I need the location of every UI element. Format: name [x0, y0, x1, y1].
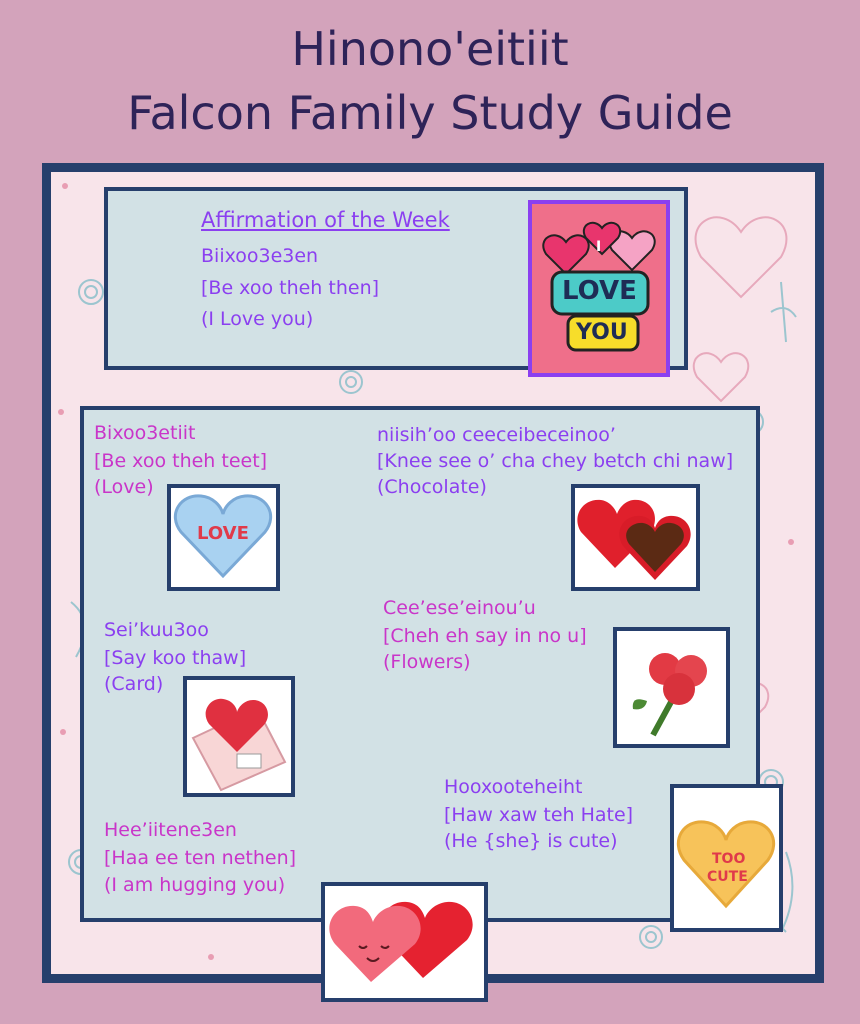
affirmation-word: Biixoo3e3en — [201, 245, 319, 267]
love-pronunciation: [Be xoo theh teet] — [94, 450, 268, 472]
flowers-meaning: (Flowers) — [383, 651, 471, 673]
card-pronunciation: [Say koo thaw] — [104, 647, 247, 669]
chocolate-pronunciation: [Knee see o’ cha chey betch chi naw] — [377, 450, 734, 472]
affirmation-heading: Affirmation of the Week — [201, 208, 450, 232]
sticker-text-you: YOU — [576, 320, 628, 345]
too-cute-line-1: TOO — [712, 851, 746, 867]
title-line-2: Falcon Family Study Guide — [127, 86, 733, 140]
love-candy-heart-image — [167, 484, 280, 591]
sticker-text-i: I — [596, 239, 602, 255]
cute-pronunciation: [Haw xaw teh Hate] — [444, 804, 634, 826]
flowers-pronunciation: [Cheh eh say in no u] — [383, 625, 587, 647]
chocolate-word: niisih’oo ceeceibeceinoo’ — [377, 424, 616, 446]
i-love-you-sticker-image — [528, 200, 670, 377]
valentine-card-image — [183, 676, 295, 797]
hugging-pronunciation: [Haa ee ten nethen] — [104, 847, 297, 869]
card-meaning: (Card) — [104, 673, 164, 695]
cute-meaning: (He {she} is cute) — [444, 830, 618, 852]
title-line-1: Hinono'eitiit — [291, 22, 569, 76]
too-cute-line-2: CUTE — [707, 869, 748, 885]
affirmation-meaning: (I Love you) — [201, 308, 314, 330]
roses-image — [613, 627, 730, 748]
love-word: Bixoo3etiit — [94, 422, 196, 444]
too-cute-candy-heart-image — [670, 784, 783, 932]
hugging-meaning: (I am hugging you) — [104, 874, 286, 896]
sticker-text-love: LOVE — [562, 276, 637, 306]
affirmation-pronunciation: [Be xoo theh then] — [201, 277, 380, 299]
cute-word: Hooxooteheiht — [444, 776, 583, 798]
love-candy-text: LOVE — [197, 523, 249, 544]
card-word: Sei’kuu3oo — [104, 619, 209, 641]
hugging-hearts-image — [321, 882, 488, 1002]
chocolate-meaning: (Chocolate) — [377, 476, 487, 498]
flowers-word: Cee’ese’einou’u — [383, 597, 536, 619]
chocolate-box-image — [571, 484, 700, 591]
hugging-word: Hee’iitene3en — [104, 819, 237, 841]
love-meaning: (Love) — [94, 476, 154, 498]
